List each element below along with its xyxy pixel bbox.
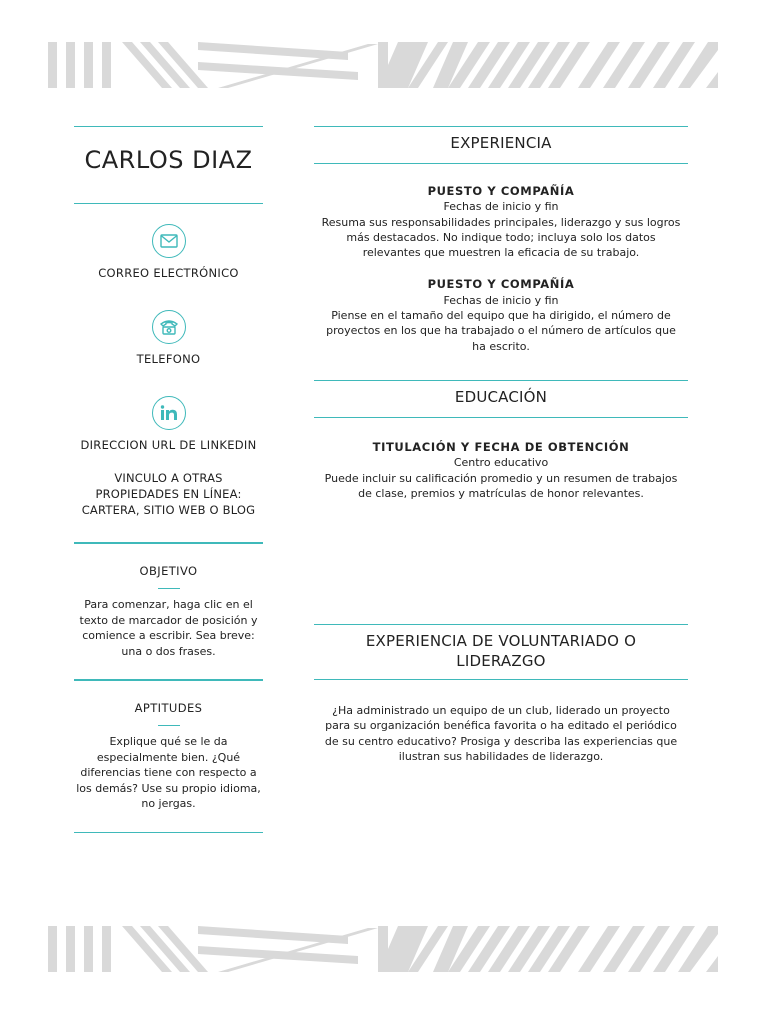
volunteer-description[interactable]: ¿Ha administrado un equipo de un club, liderado un proyecto para su organización benéfica favorita o ha editado el periódico de su centro educativo? Prosiga y describa las experiencias que ilustran sus habilidades de liderazgo. xyxy=(324,704,678,764)
divider xyxy=(314,679,688,680)
job-dates[interactable]: Fechas de inicio y fin xyxy=(443,200,559,214)
education-entry xyxy=(314,440,688,501)
experience-title[interactable]: EXPERIENCIA xyxy=(450,134,552,152)
school-name[interactable]: Centro educativo xyxy=(453,456,549,470)
objective-text[interactable]: Para comenzar, haga clic en el texto de marcador de posición y comience a escribir. Sea breve: una o dos frases. xyxy=(79,598,258,658)
skills-text[interactable]: Explique qué se le da especialmente bien. ¿Qué diferencias tiene con respecto a los demás? Use su propio idioma, no jergas. xyxy=(76,735,261,810)
skills-section xyxy=(74,681,263,832)
title-underline xyxy=(158,725,180,726)
job-title[interactable]: PUESTO Y COMPAÑÍA xyxy=(427,184,575,198)
objective-title[interactable]: OBJETIVO xyxy=(139,564,198,578)
envelope-icon xyxy=(152,224,186,258)
job-description[interactable]: Piense en el tamaño del equipo que ha dirigido, el número de proyectos en los que ha trabajado o el número de artículos que ha escrito. xyxy=(326,309,676,353)
job-dates[interactable]: Fechas de inicio y fin xyxy=(443,293,559,307)
education-title[interactable]: EDUCACIÓN xyxy=(454,387,548,406)
objective-section xyxy=(74,544,263,679)
other-links[interactable]: VINCULO A OTRAS PROPIEDADES EN LÍNEA: CARTERA, SITIO WEB O BLOG xyxy=(81,471,256,517)
job-title[interactable]: PUESTO Y COMPAÑÍA xyxy=(427,277,575,292)
phone-label[interactable]: TELEFONO xyxy=(136,352,201,366)
divider xyxy=(74,832,263,833)
candidate-name[interactable]: CARLOS DIAZ xyxy=(84,146,253,174)
contact-section xyxy=(74,204,263,518)
divider xyxy=(314,163,688,164)
degree-title[interactable]: TITULACIÓN Y FECHA DE OBTENCIÓN xyxy=(372,439,630,454)
contact-phone xyxy=(74,310,263,366)
skills-title[interactable]: APTITUDES xyxy=(134,701,203,715)
left-column xyxy=(74,126,263,833)
linkedin-icon xyxy=(152,396,186,430)
job-entry xyxy=(314,184,688,260)
title-underline xyxy=(158,588,180,589)
divider xyxy=(314,417,688,418)
education-description[interactable]: Puede incluir su calificación promedio y un resumen de trabajos de clase, premios y matrículas de honor relevantes. xyxy=(324,471,678,500)
linkedin-label[interactable]: DIRECCION URL DE LINKEDIN xyxy=(80,438,257,452)
volunteer-entry xyxy=(314,703,688,764)
job-description[interactable]: Resuma sus responsabilidades principales, liderazgo y sus logros más destacados. No indique todo; incluya solo los datos relevantes que muestren la eficacia de su trabajo. xyxy=(321,215,681,260)
phone-icon xyxy=(152,310,186,344)
volunteer-title[interactable]: EXPERIENCIA DE VOLUNTARIADO O LIDERAZGO xyxy=(365,632,637,671)
header-stripe-pattern xyxy=(48,42,718,88)
right-column xyxy=(314,126,688,764)
contact-linkedin xyxy=(74,396,263,452)
job-entry xyxy=(314,277,688,353)
contact-email xyxy=(74,224,263,280)
footer-stripe-pattern xyxy=(48,926,718,972)
email-label[interactable]: CORREO ELECTRÓNICO xyxy=(98,266,239,280)
